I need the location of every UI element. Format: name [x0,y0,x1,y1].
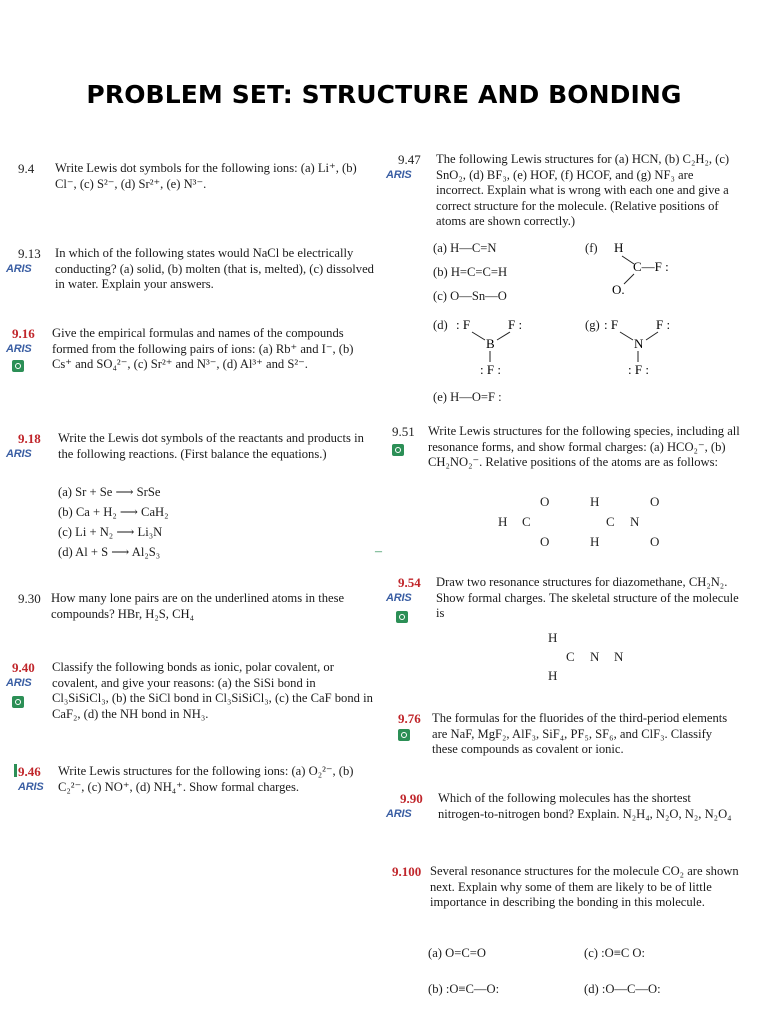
structure-e: (e) H—O=F : [433,390,502,404]
skeleton-diazomethane [540,628,650,683]
problem-text: The following Lewis structures for (a) HCN, (b) C₂H₂, (c) SnO₂, (d) BF₃, (e) HOF, (f) HCOF, and (g) NF₃ are incorrect. Explain what is wrong with each one and give a correct structure for the molecule. (Relative positions of atoms are shown correctly.) [436,152,730,229]
aris-badge: ARIS [6,263,32,275]
svg-text:F :: F : [508,317,523,332]
resonance-form-b: (b) :O≡C—O: [428,982,500,996]
svg-text:N: N [630,514,640,529]
problem-text: The formulas for the fluorides of the third-period elements are NaF, MgF₂, AlF₃, SiF₄, PF₅, SF₆, and ClF₃. Classify these compounds as covalent or ionic. [432,711,728,757]
margin-dash: – [375,544,382,559]
svg-text:O.: O. [612,282,625,296]
structure-c: (c) O—Sn—O [433,289,507,303]
resonance-form-c: (c) :O≡C O: [584,946,645,960]
problem-number: 9.16 [12,326,35,341]
svg-text:C: C [606,514,615,529]
problem-number: 9.51 [392,424,415,439]
skeleton-hco2-ch2no2 [490,492,680,552]
page-title: PROBLEM SET: STRUCTURE AND BONDING [86,80,682,109]
aris-badge: ARIS [18,781,44,793]
problem-text: Write the Lewis dot symbols of the reactants and products in the following reactions. (First balance the equations.) [58,431,364,461]
problem-text: Which of the following molecules has the shortest nitrogen-to-nitrogen bond? Explain. N₂H₄, N₂O, N₂, N₂O₄ [438,791,732,821]
problem-number: 9.76 [398,711,421,726]
svg-text:: F: : F [604,317,619,332]
problem-number: 9.40 [12,660,35,675]
aris-badge: ARIS [6,343,32,355]
svg-text:B: B [486,336,495,351]
aris-badge: ARIS [6,677,32,689]
problem-text: Write Lewis structures for the following ions: (a) O₂²⁻, (b) C₂²⁻, (c) NO⁺, (d) NH₄⁺. Show formal charges. [58,764,354,794]
online-resource-icon [392,444,404,456]
svg-text:C: C [566,649,575,664]
svg-text:H: H [548,630,558,645]
structure-g-nf3 [600,312,690,382]
svg-text:N: N [614,649,624,664]
aris-badge: ARIS [6,448,32,460]
svg-text:C: C [522,514,531,529]
problem-text: Write Lewis structures for the following species, including all resonance forms, and show formal charges: (a) HCO₂⁻, (b) CH₂NO₂⁻. Relative positions of the atoms are as follows: [428,424,740,470]
structure-a: (a) H—C=N [433,241,497,255]
structure-f-hcof [600,236,690,296]
problem-text: Give the empirical formulas and names of the compounds formed from the following pairs of ions: (a) Rb⁺ and I⁻, (b) Cs⁺ and SO₄²⁻, (c) Sr²⁺ and N³⁻, (d) Al³⁺ and S²⁻. [52,326,354,372]
svg-text:: F :: : F : [480,362,501,377]
svg-text:H: H [498,514,508,529]
svg-text:O: O [650,494,660,509]
reaction-line: (a) Sr + Se ⟶ SrSe [58,485,161,499]
problem-text: How many lone pairs are on the underlined atoms in these compounds? HBr, H₂S, CH₄ [51,591,345,621]
problem-number: 9.47 [398,152,421,167]
svg-text:: F :: : F : [628,362,649,377]
online-resource-icon [398,729,410,741]
online-resource-icon [12,696,24,708]
aris-badge: ARIS [386,592,412,604]
problem-text: Classify the following bonds as ionic, polar covalent, or covalent, and give your reasons: (a) the SiSi bond in Cl₃SiSiCl₃, (b) the SiCl bond in Cl₃SiSiCl₃, (c) the CaF bond in CaF₂, (d) the NH bond in NH₃. [52,660,373,721]
svg-text:N: N [634,336,644,351]
structure-d-label: (d) [433,318,448,332]
svg-text:O: O [650,534,660,549]
aris-badge: ARIS [386,169,412,181]
svg-text:O: O [540,494,550,509]
svg-text:H: H [548,668,558,683]
structure-d-bf3 [452,312,532,392]
problem-number: 9.13 [18,246,41,261]
reaction-line: (d) Al + S ⟶ Al₂S₃ [58,545,161,559]
structure-g-label: (g) [585,318,600,332]
structure-f-label: (f) [585,241,598,255]
svg-text:C—F :: C—F : [633,259,669,274]
problem-number: 9.4 [18,161,35,176]
svg-text:O: O [540,534,550,549]
svg-text:F :: F : [656,317,671,332]
problem-text: Several resonance structures for the molecule CO₂ are shown next. Explain why some of them are likely to be of little importance in describing the bonding in this molecule. [430,864,739,910]
svg-text:H: H [590,534,600,549]
svg-text:H: H [590,494,600,509]
margin-bar [14,764,17,777]
structure-b: (b) H=C=C=H [433,265,508,279]
svg-text:H: H [614,240,624,255]
problem-number: 9.90 [400,791,423,806]
reaction-line: (c) Li + N₂ ⟶ Li₃N [58,525,163,539]
problem-text: In which of the following states would NaCl be electrically conducting? (a) solid, (b) molten (that is, melted), (c) dissolved in water. Explain your answers. [55,246,374,292]
problem-number: 9.18 [18,431,41,446]
problem-text: Write Lewis dot symbols for the following ions: (a) Li⁺, (b) Cl⁻, (c) S²⁻, (d) Sr²⁺, (e) N³⁻. [55,161,357,191]
problem-number: 9.100 [392,864,422,879]
problem-text: Draw two resonance structures for diazomethane, CH₂N₂. Show formal charges. The skeletal structure of the molecule is [436,575,739,621]
resonance-form-d: (d) :O—C—O: [584,982,661,996]
svg-text:: F: : F [456,317,471,332]
online-resource-icon [12,360,24,372]
aris-badge: ARIS [386,808,412,820]
reaction-line: (b) Ca + H₂ ⟶ CaH₂ [58,505,169,519]
online-resource-icon [396,611,408,623]
svg-text:N: N [590,649,600,664]
problem-number: 9.46 [18,764,41,779]
resonance-form-a: (a) O=C=O [428,946,486,960]
problem-number: 9.30 [18,591,41,606]
problem-number: 9.54 [398,575,421,590]
